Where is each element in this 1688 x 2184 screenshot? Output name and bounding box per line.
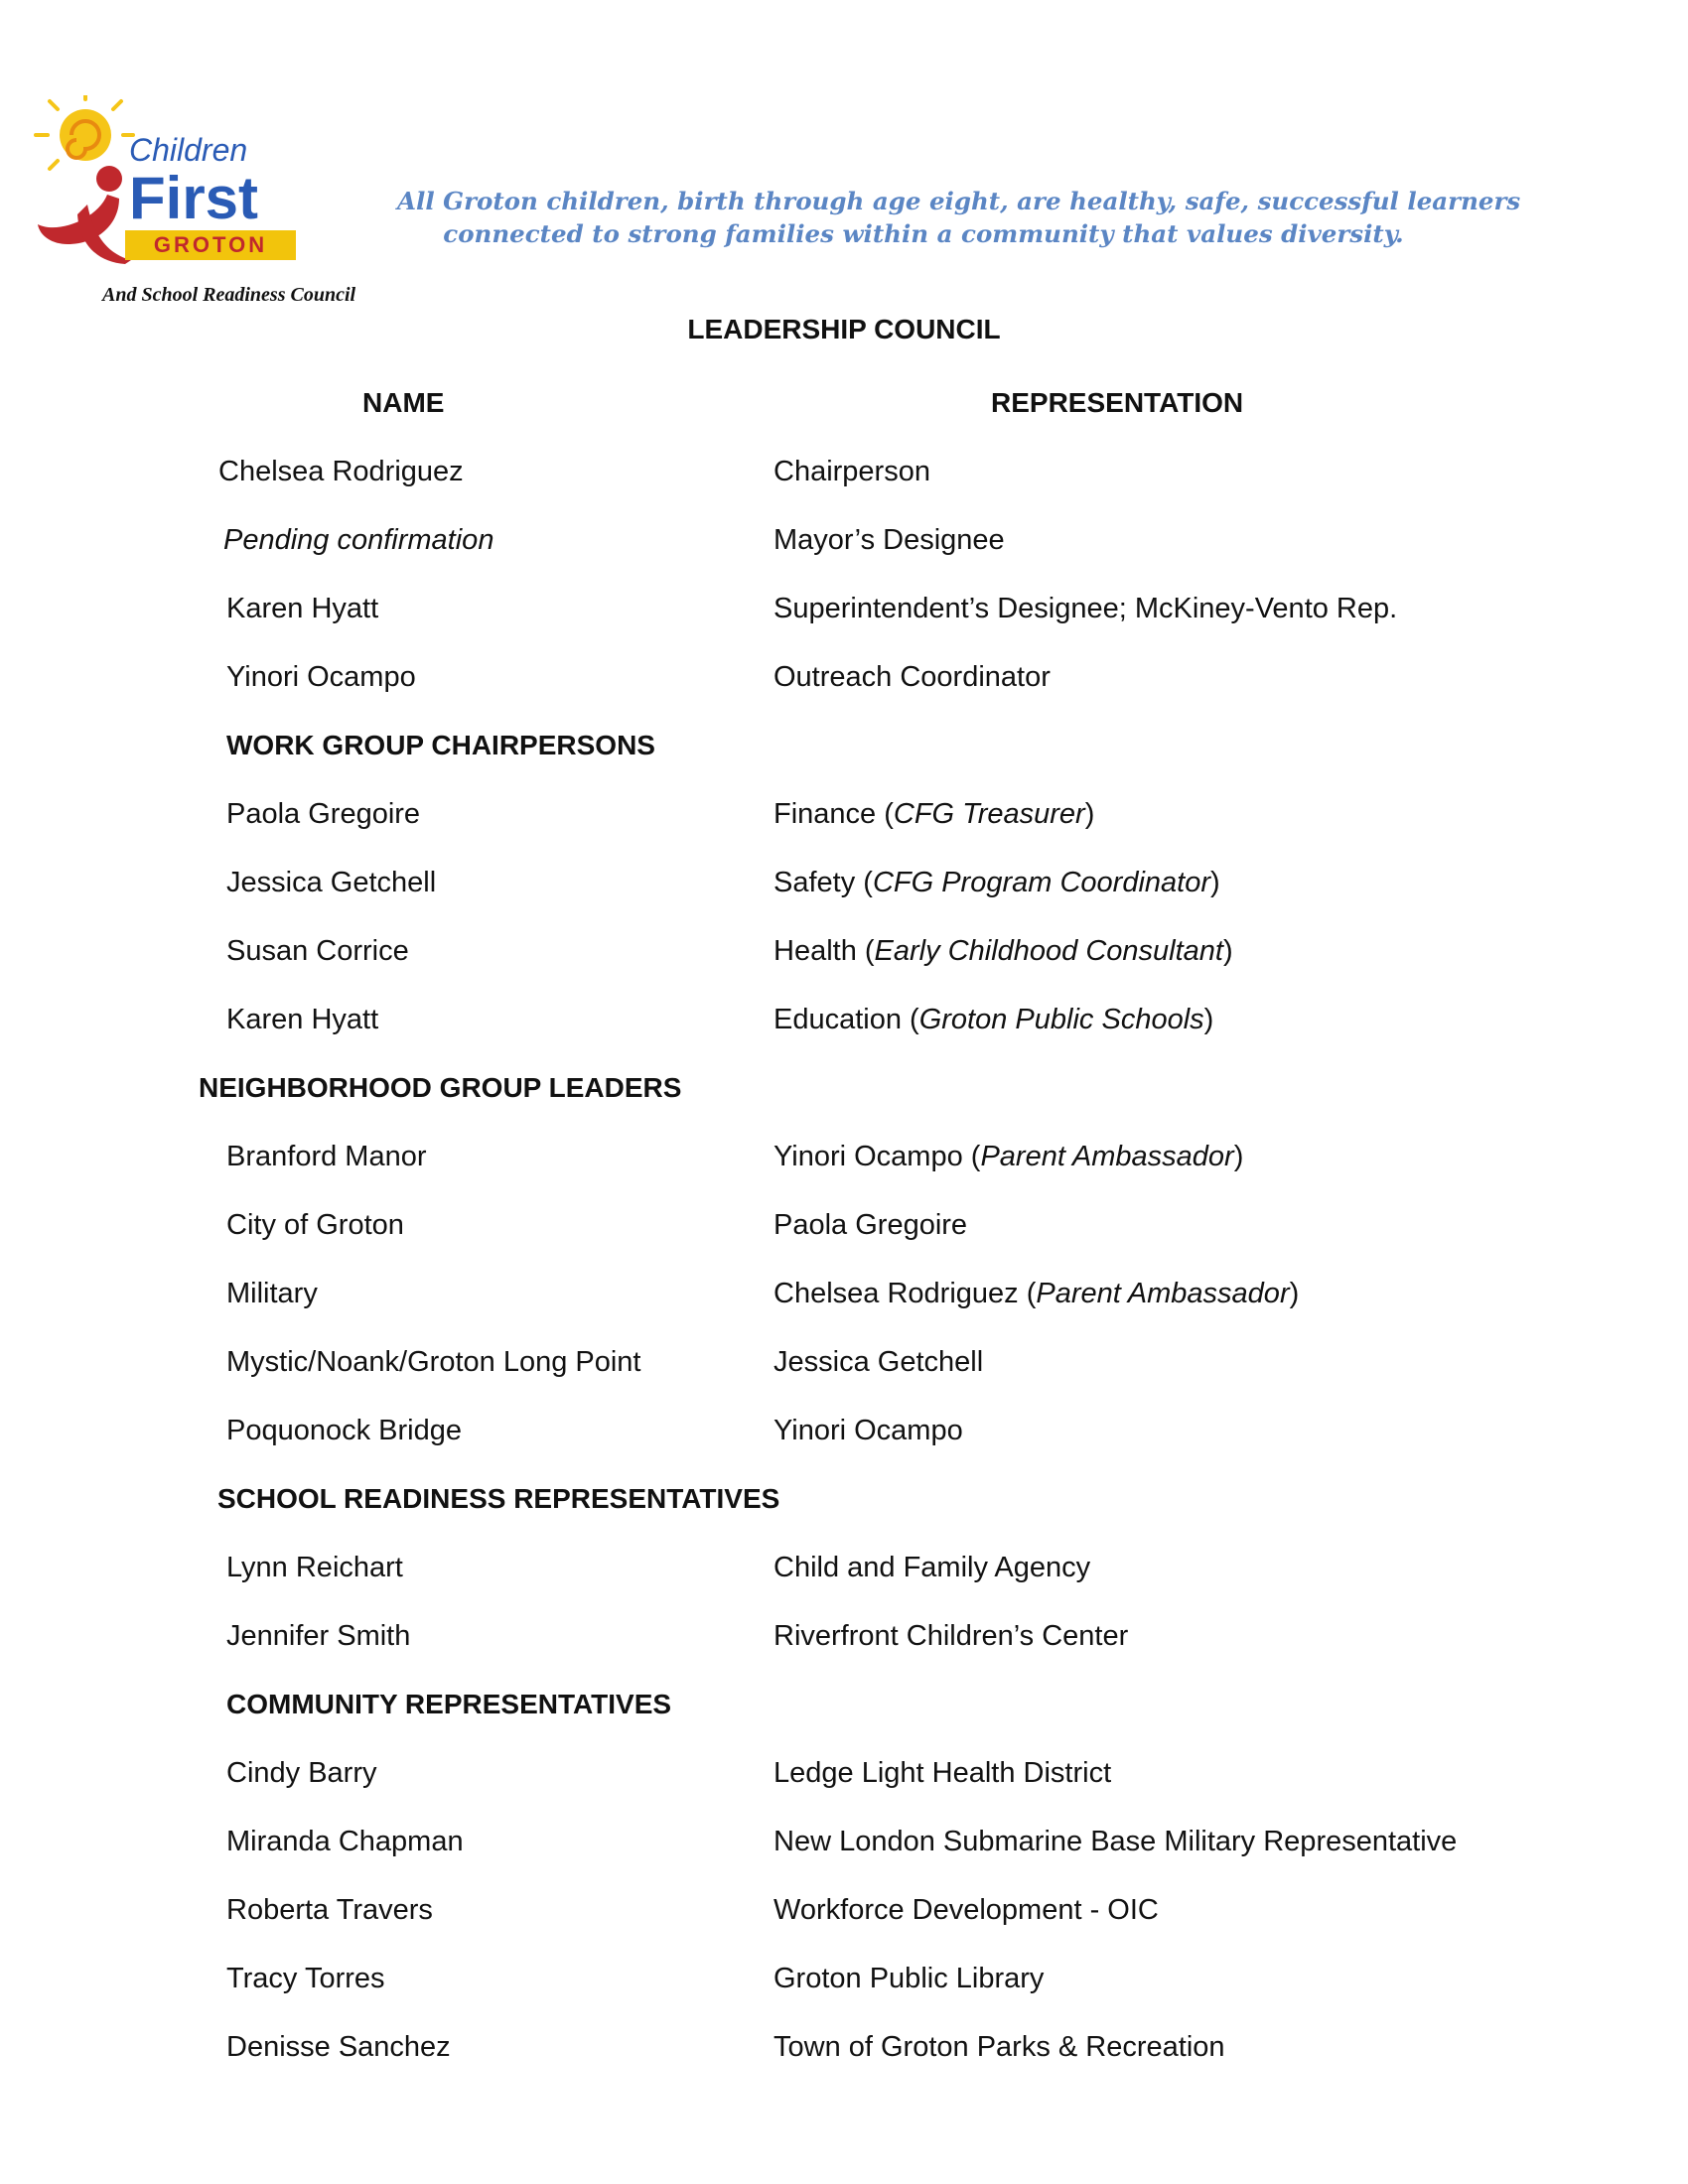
- work-group-chair-name: Karen Hyatt: [226, 1004, 379, 1035]
- sun-icon: [36, 95, 133, 169]
- section-heading-school-readiness: SCHOOL READINESS REPRESENTATIVES: [217, 1483, 780, 1514]
- neighborhood-name: Military: [226, 1278, 318, 1309]
- community-rep-name: Miranda Chapman: [226, 1826, 464, 1857]
- logo-text-first: First: [129, 165, 259, 231]
- neighborhood-leader: Jessica Getchell: [774, 1346, 984, 1378]
- community-rep-name: Denisse Sanchez: [226, 2031, 451, 2063]
- section-heading-neighborhoods: NEIGHBORHOOD GROUP LEADERS: [199, 1072, 682, 1103]
- leader-name: Pending confirmation: [223, 524, 494, 556]
- neighborhood-name: Branford Manor: [226, 1141, 427, 1172]
- school-readiness-org: Riverfront Children’s Center: [774, 1620, 1129, 1652]
- work-group-area: Safety (CFG Program Coordinator): [774, 867, 1220, 898]
- work-group-area: Finance (CFG Treasurer): [774, 798, 1095, 830]
- work-group-chair-name: Jessica Getchell: [226, 867, 437, 898]
- leader-role: Mayor’s Designee: [774, 524, 1005, 556]
- community-org: Town of Groton Parks & Recreation: [774, 2031, 1225, 2063]
- child-figure-icon: [38, 166, 131, 264]
- logo-text-children: Children: [129, 132, 248, 168]
- work-group-chair-name: Susan Corrice: [226, 935, 409, 967]
- mission-line-1: All Groton children, birth through age eight, are healthy, safe, successful learners: [397, 187, 1521, 215]
- children-first-groton-logo: [28, 95, 296, 264]
- neighborhood-name: Mystic/Noank/Groton Long Point: [226, 1346, 641, 1378]
- community-rep-name: Cindy Barry: [226, 1757, 377, 1789]
- community-rep-name: Tracy Torres: [226, 1963, 385, 1994]
- work-group-area: Health (Early Childhood Consultant): [774, 935, 1233, 967]
- mission-line-2: connected to strong families within a community that values diversity.: [443, 219, 1404, 248]
- school-readiness-rep-name: Jennifer Smith: [226, 1620, 411, 1652]
- community-org: Ledge Light Health District: [774, 1757, 1112, 1789]
- column-header-name: NAME: [362, 387, 445, 418]
- column-header-representation: REPRESENTATION: [991, 387, 1244, 418]
- logo-text-groton: GROTON: [153, 232, 268, 257]
- community-org: Workforce Development - OIC: [774, 1894, 1159, 1926]
- section-heading-work-groups: WORK GROUP CHAIRPERSONS: [226, 730, 655, 760]
- school-readiness-rep-name: Lynn Reichart: [226, 1552, 403, 1583]
- leader-role: Chairperson: [774, 456, 930, 487]
- page-title: LEADERSHIP COUNCIL: [687, 314, 1001, 344]
- community-rep-name: Roberta Travers: [226, 1894, 433, 1926]
- work-group-area: Education (Groton Public Schools): [774, 1004, 1214, 1035]
- mission-statement: [397, 185, 1521, 250]
- community-org: New London Submarine Base Military Representative: [774, 1826, 1458, 1857]
- work-group-chair-name: Paola Gregoire: [226, 798, 421, 830]
- leader-role: Superintendent’s Designee; McKiney-Vento Rep.: [774, 593, 1398, 624]
- section-heading-community: COMMUNITY REPRESENTATIVES: [226, 1689, 672, 1719]
- leader-name: Chelsea Rodriguez: [218, 456, 464, 487]
- neighborhood-name: City of Groton: [226, 1209, 404, 1241]
- leader-name: Karen Hyatt: [226, 593, 379, 624]
- neighborhood-leader: Yinori Ocampo (Parent Ambassador): [774, 1141, 1244, 1172]
- neighborhood-leader: Chelsea Rodriguez (Parent Ambassador): [774, 1278, 1300, 1309]
- neighborhood-name: Poquonock Bridge: [226, 1415, 462, 1446]
- neighborhood-leader: Yinori Ocampo: [774, 1415, 963, 1446]
- school-readiness-org: Child and Family Agency: [774, 1552, 1091, 1583]
- community-org: Groton Public Library: [774, 1963, 1045, 1994]
- leader-name: Yinori Ocampo: [226, 661, 416, 693]
- neighborhood-leader: Paola Gregoire: [774, 1209, 968, 1241]
- logo-subtitle: And School Readiness Council: [102, 284, 356, 306]
- leader-role: Outreach Coordinator: [774, 661, 1051, 693]
